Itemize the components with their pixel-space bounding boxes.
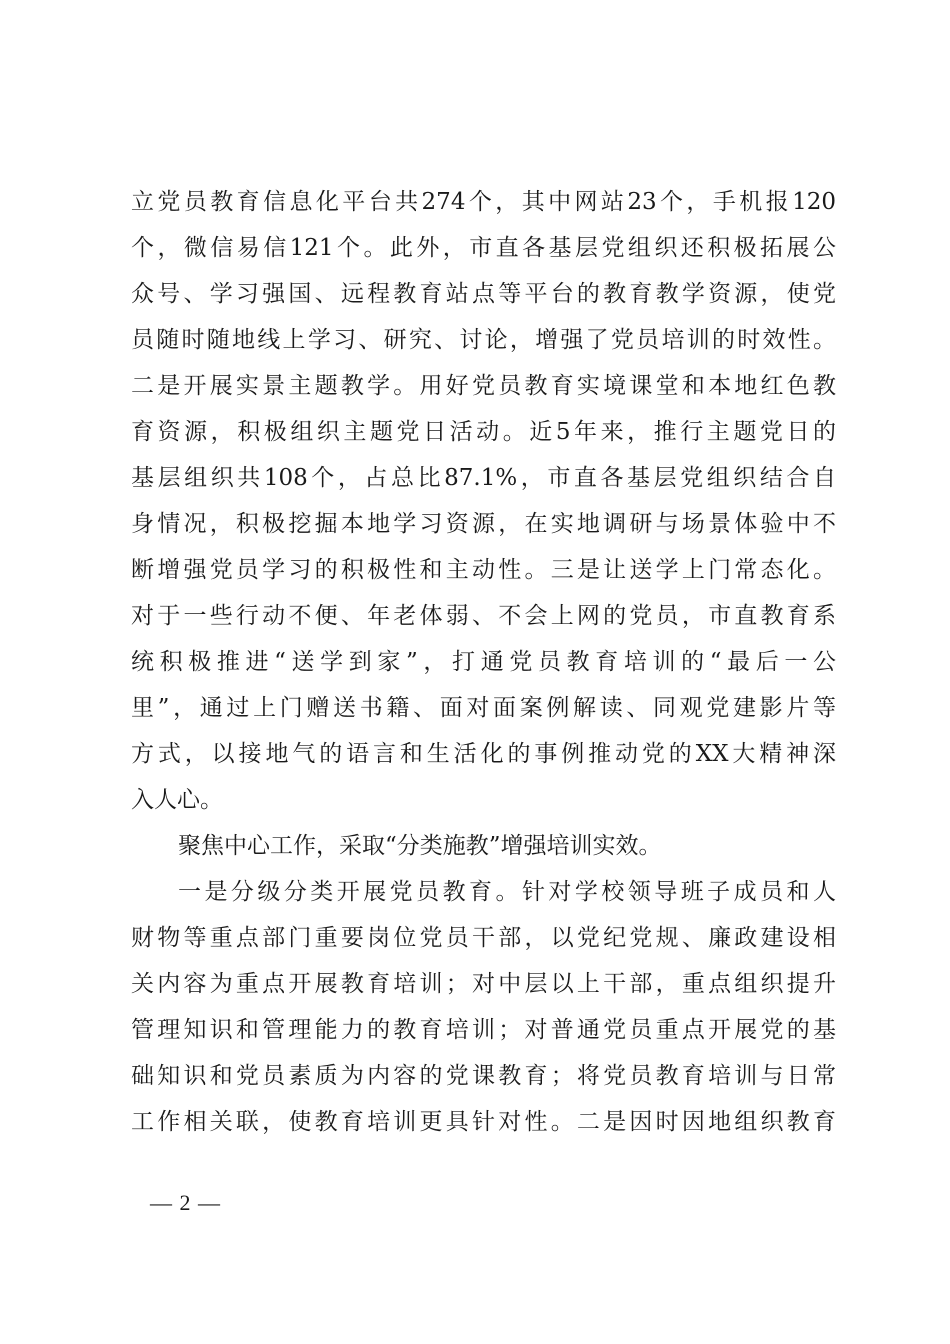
text-line: 断增强党员学习的积极性和主动性。三是让送学上门常态化。 (131, 557, 836, 583)
text-line: 里”，通过上门赠送书籍、面对面案例解读、同观党建影片等 (131, 695, 836, 721)
text-line: 个，微信易信121个。此外，市直各基层党组织还积极拓展公 (131, 235, 836, 261)
page-number: — 2 — (150, 1190, 221, 1215)
text-line: 立党员教育信息化平台共274个，其中网站23个，手机报120 (131, 189, 836, 215)
text-line: 工作相关联，使教育培训更具针对性。二是因时因地组织教育 (131, 1109, 836, 1135)
text-line: 二是开展实景主题教学。用好党员教育实境课堂和本地红色教 (131, 373, 836, 399)
text-line: 一是分级分类开展党员教育。针对学校领导班子成员和人 (178, 879, 836, 905)
text-line: 育资源，积极组织主题党日活动。近5年来，推行主题党日的 (131, 419, 836, 445)
text-line: 众号、学习强国、远程教育站点等平台的教育教学资源，使党 (131, 281, 836, 307)
text-line: 员随时随地线上学习、研究、讨论，增强了党员培训的时效性。 (131, 327, 836, 353)
text-line: 方式，以接地气的语言和生活化的事例推动党的XX大精神深 (131, 741, 836, 767)
text-line: 基层组织共108个，占总比87.1%，市直各基层党组织结合自 (131, 465, 836, 491)
text-line: 对于一些行动不便、年老体弱、不会上网的党员，市直教育系 (131, 603, 836, 629)
text-line: 身情况，积极挖掘本地学习资源，在实地调研与场景体验中不 (131, 511, 836, 537)
text-line: 统积极推进“送学到家”，打通党员教育培训的“最后一公 (131, 649, 836, 675)
body-text (131, 179, 836, 1145)
text-line: 财物等重点部门重要岗位党员干部，以党纪党规、廉政建设相 (131, 925, 836, 951)
text-line: 关内容为重点开展教育培训；对中层以上干部，重点组织提升 (131, 971, 836, 997)
section-heading: 聚焦中心工作，采取“分类施教”增强培训实效。 (178, 833, 662, 859)
text-line: 管理知识和管理能力的教育培训；对普通党员重点开展党的基 (131, 1017, 836, 1043)
text-line: 入人心。 (131, 787, 223, 813)
text-line: 础知识和党员素质为内容的党课教育；将党员教育培训与日常 (131, 1063, 836, 1089)
